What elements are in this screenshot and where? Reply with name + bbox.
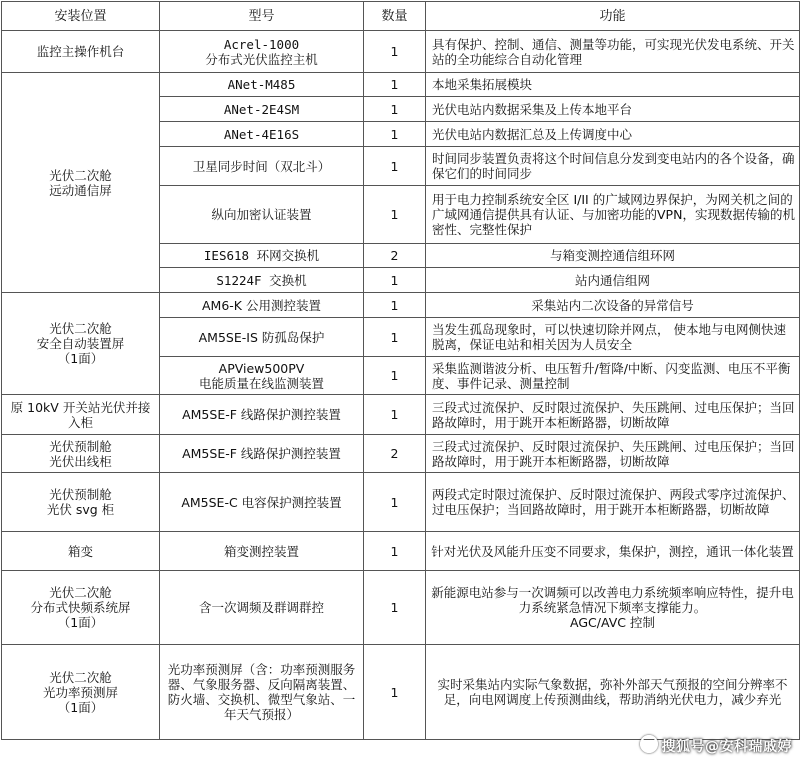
cell-quantity: 1 xyxy=(364,122,426,147)
cell-function: 时间同步装置负责将这个时间信息分发到变电站内的各个设备，确保它们的时间同步 xyxy=(426,147,800,186)
cell-quantity: 2 xyxy=(364,244,426,268)
table-row xyxy=(2,31,800,73)
table-row xyxy=(2,473,800,532)
cell-function: 光伏电站内数据采集及上传本地平台 xyxy=(426,97,800,122)
cell-quantity: 1 xyxy=(364,645,426,740)
cell-model: 光功率预测屏（含：功率预测服务器、气象服务器、反向隔离装置、防火墙、交换机、微型气象站、一年天气预报） xyxy=(160,645,364,740)
cell-model: ANet-M485 xyxy=(160,73,364,97)
table-row xyxy=(2,293,800,318)
table-row xyxy=(2,435,800,473)
cell-quantity: 1 xyxy=(364,395,426,435)
cell-location: 光伏二次舱 光功率预测屏 （1面） xyxy=(2,645,160,740)
cell-function: 实时采集站内实际气象数据，弥补外部天气预报的空间分辨率不足，向电网调度上传预测曲线，帮助消纳光伏电力，减少弃光 xyxy=(426,645,800,740)
table-row xyxy=(2,395,800,435)
cell-model: AM5SE-C 电容保护测控装置 xyxy=(160,473,364,532)
cell-model: AM5SE-F 线路保护测控装置 xyxy=(160,395,364,435)
watermark-text: 搜狐号@安科瑞戚婷 xyxy=(661,739,792,755)
cell-function: 三段式过流保护、反时限过流保护、失压跳闸、过电压保护；当回路故障时，用于跳开本柜断路器，切断故障 xyxy=(426,395,800,435)
cell-model: AM5SE-F 线路保护测控装置 xyxy=(160,435,364,473)
cell-model: APView500PV 电能质量在线监测装置 xyxy=(160,357,364,395)
cell-quantity: 1 xyxy=(364,147,426,186)
cell-model: 含一次调频及群调群控 xyxy=(160,571,364,645)
cell-quantity: 1 xyxy=(364,268,426,293)
cell-function: 三段式过流保护、反时限过流保护、失压跳闸、过电压保护；当回路故障时，用于跳开本柜断路器，切断故障 xyxy=(426,435,800,473)
cell-location: 光伏二次舱 分布式快频系统屏 （1面） xyxy=(2,571,160,645)
cell-model: AM5SE-IS 防孤岛保护 xyxy=(160,318,364,357)
cell-model: IES618 环网交换机 xyxy=(160,244,364,268)
table-row xyxy=(2,532,800,571)
cell-quantity: 1 xyxy=(364,186,426,244)
cell-model: ANet-2E4SM xyxy=(160,97,364,122)
cell-function: 采集站内二次设备的异常信号 xyxy=(426,293,800,318)
cell-model: Acrel-1000 分布式光伏监控主机 xyxy=(160,31,364,73)
cell-quantity: 2 xyxy=(364,435,426,473)
table-row xyxy=(2,73,800,97)
header-model: 型号 xyxy=(160,2,364,31)
cell-location: 原 10kV 开关站光伏并接入柜 xyxy=(2,395,160,435)
cell-location: 箱变 xyxy=(2,532,160,571)
cell-function: 针对光伏及风能升压变不同要求，集保护，测控，通讯一体化装置 xyxy=(426,532,800,571)
watermark xyxy=(640,735,793,756)
cell-function: 与箱变测控通信组环网 xyxy=(426,244,800,268)
cell-quantity: 1 xyxy=(364,318,426,357)
cell-quantity: 1 xyxy=(364,31,426,73)
equipment-table xyxy=(1,1,800,740)
header-location: 安装位置 xyxy=(2,2,160,31)
table-row xyxy=(2,571,800,645)
sohu-fox-icon xyxy=(640,735,658,753)
cell-quantity: 1 xyxy=(364,73,426,97)
cell-quantity: 1 xyxy=(364,571,426,645)
cell-model: S1224F 交换机 xyxy=(160,268,364,293)
cell-model: AM6-K 公用测控装置 xyxy=(160,293,364,318)
cell-function: 采集监测谐波分析、电压暂升/暂降/中断、闪变监测、电压不平衡度、事件记录、测量控制 xyxy=(426,357,800,395)
cell-model: ANet-4E16S xyxy=(160,122,364,147)
cell-location: 光伏二次舱 远动通信屏 xyxy=(2,73,160,293)
cell-function: 光伏电站内数据汇总及上传调度中心 xyxy=(426,122,800,147)
cell-quantity: 1 xyxy=(364,293,426,318)
cell-location: 光伏预制舱 光伏出线柜 xyxy=(2,435,160,473)
cell-location: 光伏预制舱 光伏 svg 柜 xyxy=(2,473,160,532)
cell-location: 监控主操作机台 xyxy=(2,31,160,73)
cell-function: 两段式定时限过流保护、反时限过流保护、两段式零序过流保护、过电压保护；当回路故障时，用于跳开本柜断路器，切断故障 xyxy=(426,473,800,532)
header-quantity: 数量 xyxy=(364,2,426,31)
cell-function: 当发生孤岛现象时，可以快速切除并网点， 使本地与电网侧快速脱离，保证电站和相关因为人员安全 xyxy=(426,318,800,357)
header-function: 功能 xyxy=(426,2,800,31)
cell-model: 卫星同步时间（双北斗） xyxy=(160,147,364,186)
cell-function: 本地采集拓展模块 xyxy=(426,73,800,97)
cell-quantity: 1 xyxy=(364,357,426,395)
cell-location: 光伏二次舱 安全自动装置屏 （1面） xyxy=(2,293,160,395)
table-header-row xyxy=(2,2,800,31)
cell-function: 站内通信组网 xyxy=(426,268,800,293)
cell-quantity: 1 xyxy=(364,473,426,532)
cell-quantity: 1 xyxy=(364,97,426,122)
cell-quantity: 1 xyxy=(364,532,426,571)
cell-model: 纵向加密认证装置 xyxy=(160,186,364,244)
cell-function: 新能源电站参与一次调频可以改善电力系统频率响应特性，提升电力系统紧急情况下频率支撑能力。 AGC/AVC 控制 xyxy=(426,571,800,645)
cell-function: 用于电力控制系统安全区 I/II 的广域网边界保护，为网关机之间的广域网通信提供具有认证、与加密功能的VPN，实现数据传输的机密性、完整性保护 xyxy=(426,186,800,244)
cell-model: 箱变测控装置 xyxy=(160,532,364,571)
cell-function: 具有保护、控制、通信、测量等功能，可实现光伏发电系统、开关站的全功能综合自动化管理 xyxy=(426,31,800,73)
table-row xyxy=(2,645,800,740)
